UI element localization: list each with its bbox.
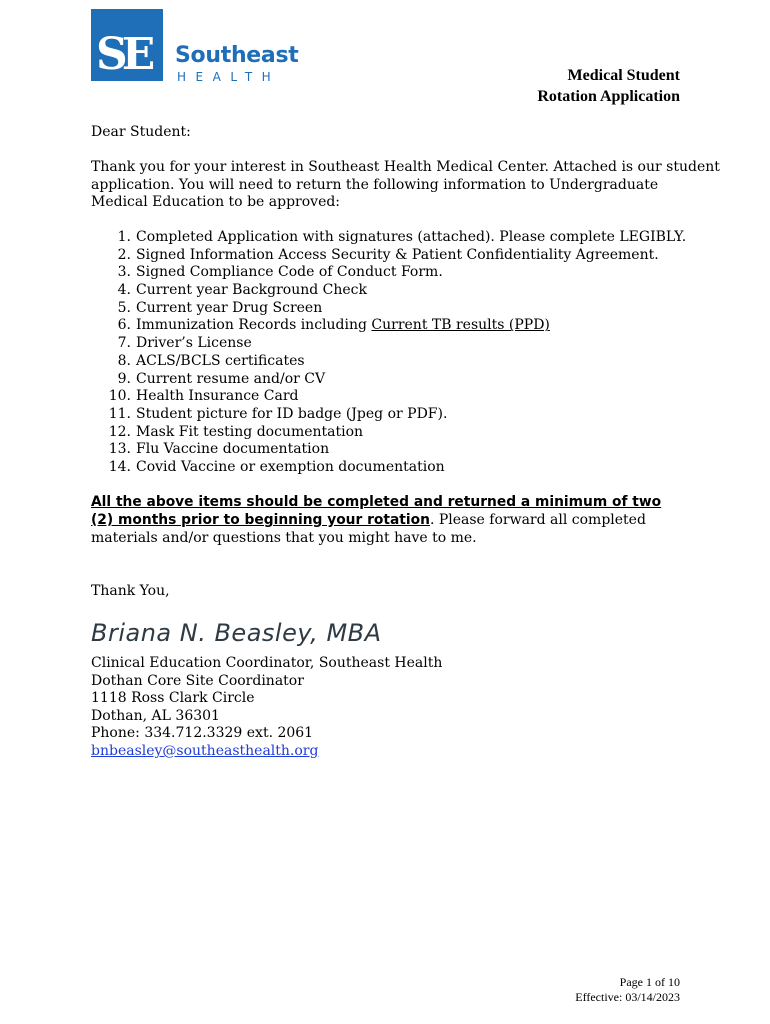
page-number: Page 1 of 10 [619,975,680,989]
document-title [537,65,680,107]
list-number: 8. [117,352,131,369]
list-item-text: Covid Vaccine or exemption documentation [136,458,445,475]
list-item [91,459,686,477]
list-number: 11. [108,405,131,422]
logo-tagline: HEALTH [177,70,281,84]
signature: Briana N. Beasley, MBA [91,619,382,647]
list-item [91,335,686,353]
svg-text:SE: SE [96,29,150,80]
list-item [91,441,686,459]
list-item-text: Flu Vaccine documentation [136,441,330,458]
notice-line-3: materials and/or questions that you might have to me. [91,530,477,546]
list-number: 14. [108,458,131,475]
contact-site: Dothan Core Site Coordinator [91,672,304,689]
list-number: 3. [117,264,131,281]
intro-line-3: Medical Education to be approved: [91,194,341,211]
list-item-text: ACLS/BCLS certificates [136,352,305,369]
list-item [91,229,686,247]
list-item-text: Health Insurance Card [136,388,299,405]
list-number: 10. [108,388,131,405]
contact-address-1: 1118 Ross Clark Circle [91,690,255,707]
list-item-text: Signed Information Access Security & Patient Confidentiality Agreement. [136,246,659,263]
se-monogram-logo-icon [91,9,163,81]
list-item [91,371,686,389]
deadline-notice [91,493,701,547]
list-item [91,424,686,442]
list-item-text: Driver’s License [136,335,252,352]
closing: Thank You, [91,583,170,599]
list-item-text: Mask Fit testing documentation [136,423,364,440]
southeast-health-logo [91,9,301,84]
list-number: 6. [117,317,131,334]
list-item [91,388,686,406]
contact-block [91,655,442,761]
notice-line-2 [91,511,701,529]
list-item-text: Current year Drug Screen [136,299,323,316]
notice-bold-line-1: All the above items should be completed and returned a minimum of two [91,494,662,510]
list-item-text: Current resume and/or CV [136,370,326,387]
list-item [91,264,686,282]
list-number: 4. [117,282,131,299]
list-number: 7. [117,335,131,352]
requirements-list [91,229,686,477]
intro-paragraph [91,159,720,212]
list-item [91,406,686,424]
title-line-1: Medical Student [567,67,680,84]
list-item-text: Immunization Records including [136,317,372,334]
notice-bold-line-2: (2) months prior to beginning your rotation [91,512,430,528]
list-item [91,282,686,300]
title-line-2: Rotation Application [537,88,680,105]
notice-line-1 [91,493,701,511]
intro-line-2: application. You will need to return the following information to Undergraduate [91,176,659,193]
list-item [91,353,686,371]
list-item-text: Current year Background Check [136,282,367,299]
email-link[interactable]: bnbeasley@southeasthealth.org [91,742,319,759]
contact-address-2: Dothan, AL 36301 [91,707,220,724]
list-number: 13. [108,441,131,458]
contact-role: Clinical Education Coordinator, Southeast Health [91,655,443,671]
notice-rest-line-2: . Please forward all completed [429,512,646,528]
logo-name: Southeast [175,43,299,68]
list-number: 2. [117,246,131,263]
list-item [91,247,686,265]
intro-line-1: Thank you for your interest in Southeast Health Medical Center. Attached is our student [91,159,720,175]
effective-date: Effective: 03/14/2023 [575,990,680,1004]
list-item-text: Signed Compliance Code of Conduct Form. [136,264,443,281]
list-number: 5. [117,299,131,316]
contact-phone: Phone: 334.712.3329 ext. 2061 [91,725,314,742]
list-number: 12. [108,423,131,440]
list-item [91,300,686,318]
list-number: 9. [117,370,131,387]
salutation: Dear Student: [91,124,191,140]
list-item-text: Student picture for ID badge (Jpeg or PDF). [136,405,448,422]
tb-results-underlined: Current TB results (PPD) [371,317,550,334]
page-footer [575,975,680,1005]
list-item-text: Completed Application with signatures (attached). Please complete LEGIBLY. [136,229,687,245]
list-number: 1. [117,229,131,245]
list-item [91,317,686,335]
